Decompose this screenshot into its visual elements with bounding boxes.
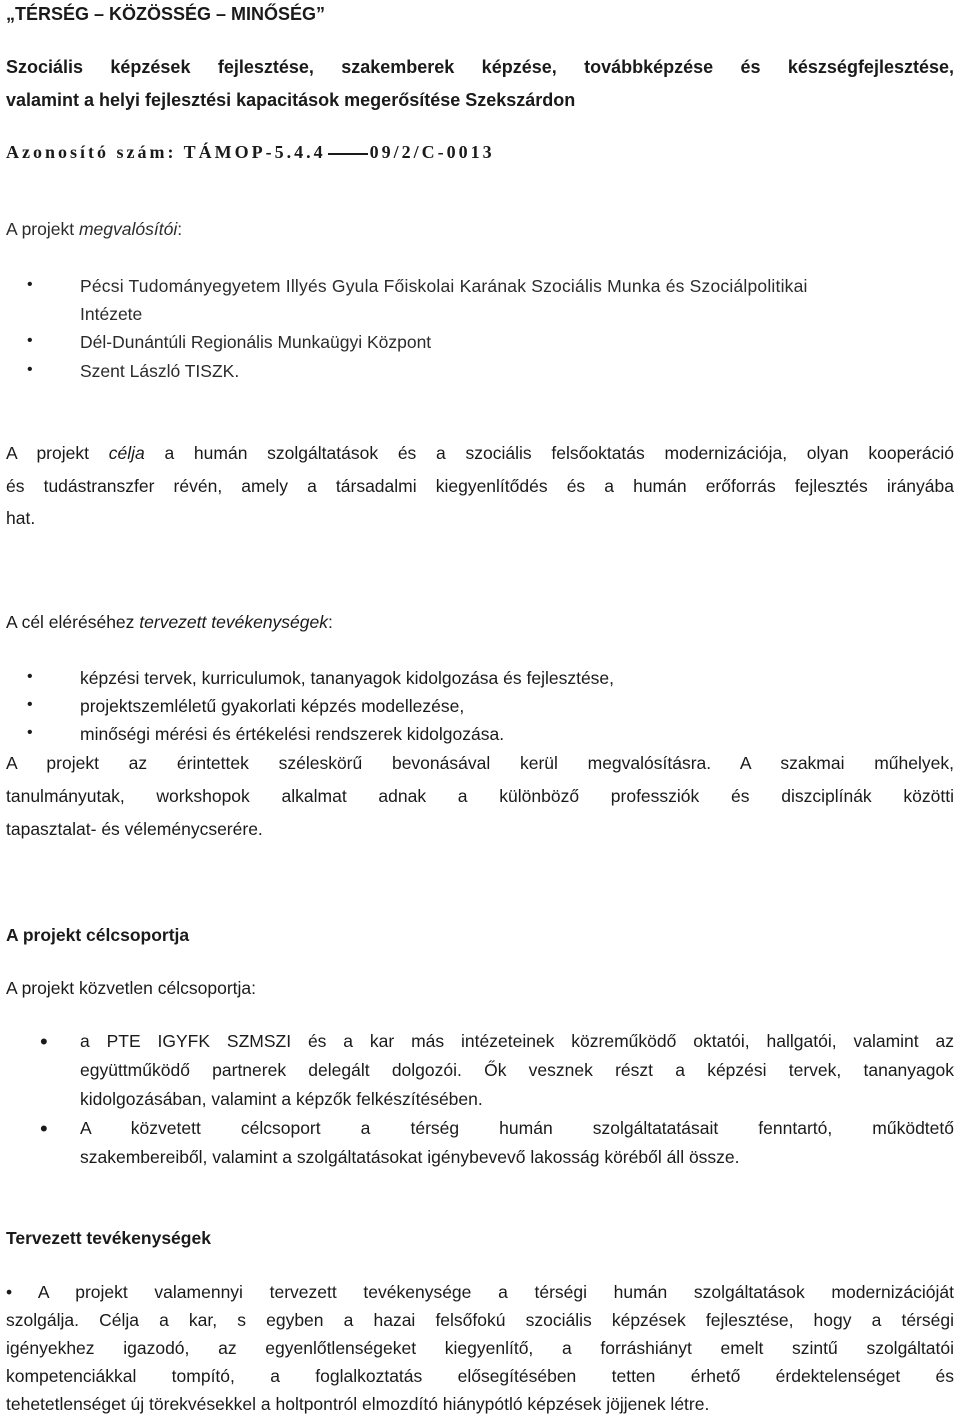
list-item-continuation: Intézete	[80, 304, 143, 324]
implementers-intro: A projekt megvalósítói:	[6, 219, 183, 239]
goal-emphasis: célja	[108, 443, 145, 463]
activities-emphasis: tervezett tevékenységek	[139, 612, 328, 632]
activities-para-line-3: tapasztalat- és véleménycserére.	[6, 819, 263, 839]
activities-para-line-2: tanulmányutak, workshopok alkalmat adnak a különböző professziók és diszciplínák közötti	[6, 786, 954, 806]
bullet-icon: •	[27, 668, 33, 685]
project-subtitle-line-2: valamint a helyi fejlesztési kapacitások megerősítése Szekszárdon	[6, 90, 576, 110]
activities-heading: A cél eléréséhez tervezett tevékenységek:	[6, 612, 333, 632]
planned-line-4: kompetenciákkal tompító, a foglalkoztatás elősegítésében tetten érhető érdektelenséget és	[6, 1366, 954, 1386]
bullet-icon: •	[27, 361, 33, 378]
target-direct-label: A projekt közvetlen célcsoportja:	[6, 978, 256, 998]
bullet-icon: •	[40, 1029, 48, 1054]
document-title: „TÉRSÉG – KÖZÖSSÉG – MINŐSÉG”	[6, 4, 326, 24]
bullet-icon: •	[40, 1116, 48, 1141]
target-item-1-line-3: kidolgozásában, valamint a képzők felkészítésében.	[80, 1089, 483, 1109]
project-subtitle-line-1: Szociális képzések fejlesztése, szakemberek képzése, továbbképzése és készségfejlesztése,	[6, 57, 954, 77]
goal-line-2: és tudástranszfer révén, amely a társadalmi kiegyenlítődés és a humán erőforrás fejlesztés irányába	[6, 476, 954, 496]
target-heading: A projekt célcsoportja	[6, 925, 190, 945]
project-identifier	[6, 142, 954, 163]
planned-line-2: szolgálja. Célja a kar, s egyben a hazai felsőfokú szociális képzések fejlesztése, hogy a térségi	[6, 1310, 954, 1330]
project-id-value: 09/2/C-0013	[369, 142, 495, 162]
goal-line-3: hat.	[6, 508, 36, 528]
bullet-icon: •	[27, 332, 33, 349]
bullet-icon: •	[27, 724, 33, 741]
implementers-emphasis: megvalósítói	[78, 219, 178, 239]
activities-para-line-1: A projekt az érintettek széleskörű bevonásával kerül megvalósításra. A szakmai műhelyek,	[6, 753, 954, 773]
planned-line-3: igényekhez igazodó, az egyenlőtlenségeket kiegyenlítő, a forráshiányt emelt szintű szolgáltatói	[6, 1338, 954, 1358]
target-item-1-line-2: együttműködő partnerek delegált dolgozói. Ők vesznek részt a képzési tervek, tananyagok	[80, 1060, 954, 1080]
target-item-1-line-1: a PTE IGYFK SZMSZI és a kar más intézeteinek közreműködő oktatói, hallgatói, valamint az	[80, 1031, 954, 1051]
target-item-2-line-2: szakembereiből, valamint a szolgáltatásokat igénybevevő lakosság köréből áll össze.	[80, 1147, 740, 1167]
planned-line-5: tehetetlenséget új törekvésekkel a holtpontról elmozdító hiánypótló képzések jöjjenek létre.	[6, 1394, 710, 1414]
id-dash	[328, 153, 368, 155]
bullet-icon: •	[27, 696, 33, 713]
project-id-label: Azonosító szám: TÁMOP-5.4.4	[6, 142, 326, 162]
target-item-2-line-1: A közvetett célcsoport a térség humán szolgáltatatásait fenntartó, működtető	[80, 1118, 954, 1138]
planned-heading: Tervezett tevékenységek	[6, 1228, 211, 1248]
planned-line-1: • A projekt valamennyi tervezett tevékenysége a térségi humán szolgáltatások modernizációját	[6, 1282, 954, 1302]
bullet-icon: •	[27, 276, 33, 293]
goal-line-1: A projekt célja a humán szolgáltatások és a szociális felsőoktatás modernizációja, olyan kooperáció	[6, 443, 954, 463]
